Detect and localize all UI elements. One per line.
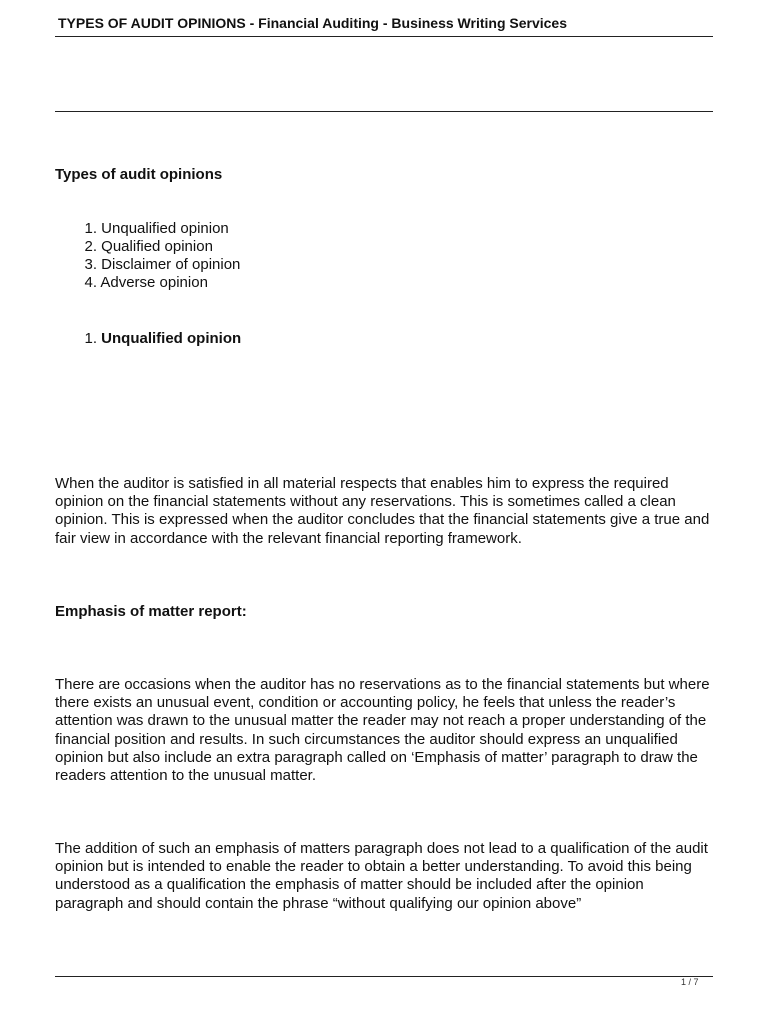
section-divider xyxy=(55,111,713,112)
emphasis-of-matter-title: Emphasis of matter report: xyxy=(55,603,247,620)
list-item-number: 2. xyxy=(84,238,97,255)
list-item-label: Qualified opinion xyxy=(101,238,213,255)
list-item-label: Disclaimer of opinion xyxy=(101,256,241,273)
list-item xyxy=(55,220,240,238)
list-item-label: Adverse opinion xyxy=(100,274,208,291)
page-number: 1 / 7 xyxy=(681,977,699,987)
footer-divider xyxy=(55,976,713,977)
unqualified-opinion-heading xyxy=(55,330,241,347)
emphasis-paragraph-1: There are occasions when the auditor has no reservations as to the financial statements but where there exists an unusual event, condition or accounting policy, he feels that unless the reader’s attention was drawn to the unusual matter the reader may not reach a proper understanding of the financial position and results. In such circumstances the auditor should express an unqualified opinion but also include an extra paragraph called on ‘Emphasis of matter’ paragraph to draw the readers attention to the unusual matter. xyxy=(55,676,710,785)
list-item-number: 3. xyxy=(84,256,97,273)
list-item xyxy=(55,256,240,274)
page-header-title: TYPES OF AUDIT OPINIONS - Financial Auditing - Business Writing Services xyxy=(58,15,568,31)
list-item-number: 4. xyxy=(84,274,97,291)
opinion-types-list xyxy=(55,220,240,292)
header-divider xyxy=(55,36,713,37)
emphasis-paragraph-2: The addition of such an emphasis of matters paragraph does not lead to a qualification of the audit opinion but is intended to enable the reader to obtain a better understanding. To avoid this being understood as a qualification the emphasis of matter should be included after the opinion paragraph and should contain the phrase “without qualifying our opinion above” xyxy=(55,840,708,912)
list-item-label: Unqualified opinion xyxy=(101,220,229,237)
list-item-number: 1. xyxy=(84,220,97,237)
list-item xyxy=(55,274,240,292)
heading-label: Unqualified opinion xyxy=(101,330,242,347)
section-title: Types of audit opinions xyxy=(55,166,223,183)
list-item xyxy=(55,238,240,256)
unqualified-opinion-paragraph: When the auditor is satisfied in all material respects that enables him to express the required opinion on the financial statements without any reservations. This is sometimes called a clean opinion. This is expressed when the auditor concludes that the financial statements give a true and fair view in accordance with the relevant financial reporting framework. xyxy=(55,475,710,547)
heading-number: 1. xyxy=(84,330,97,347)
